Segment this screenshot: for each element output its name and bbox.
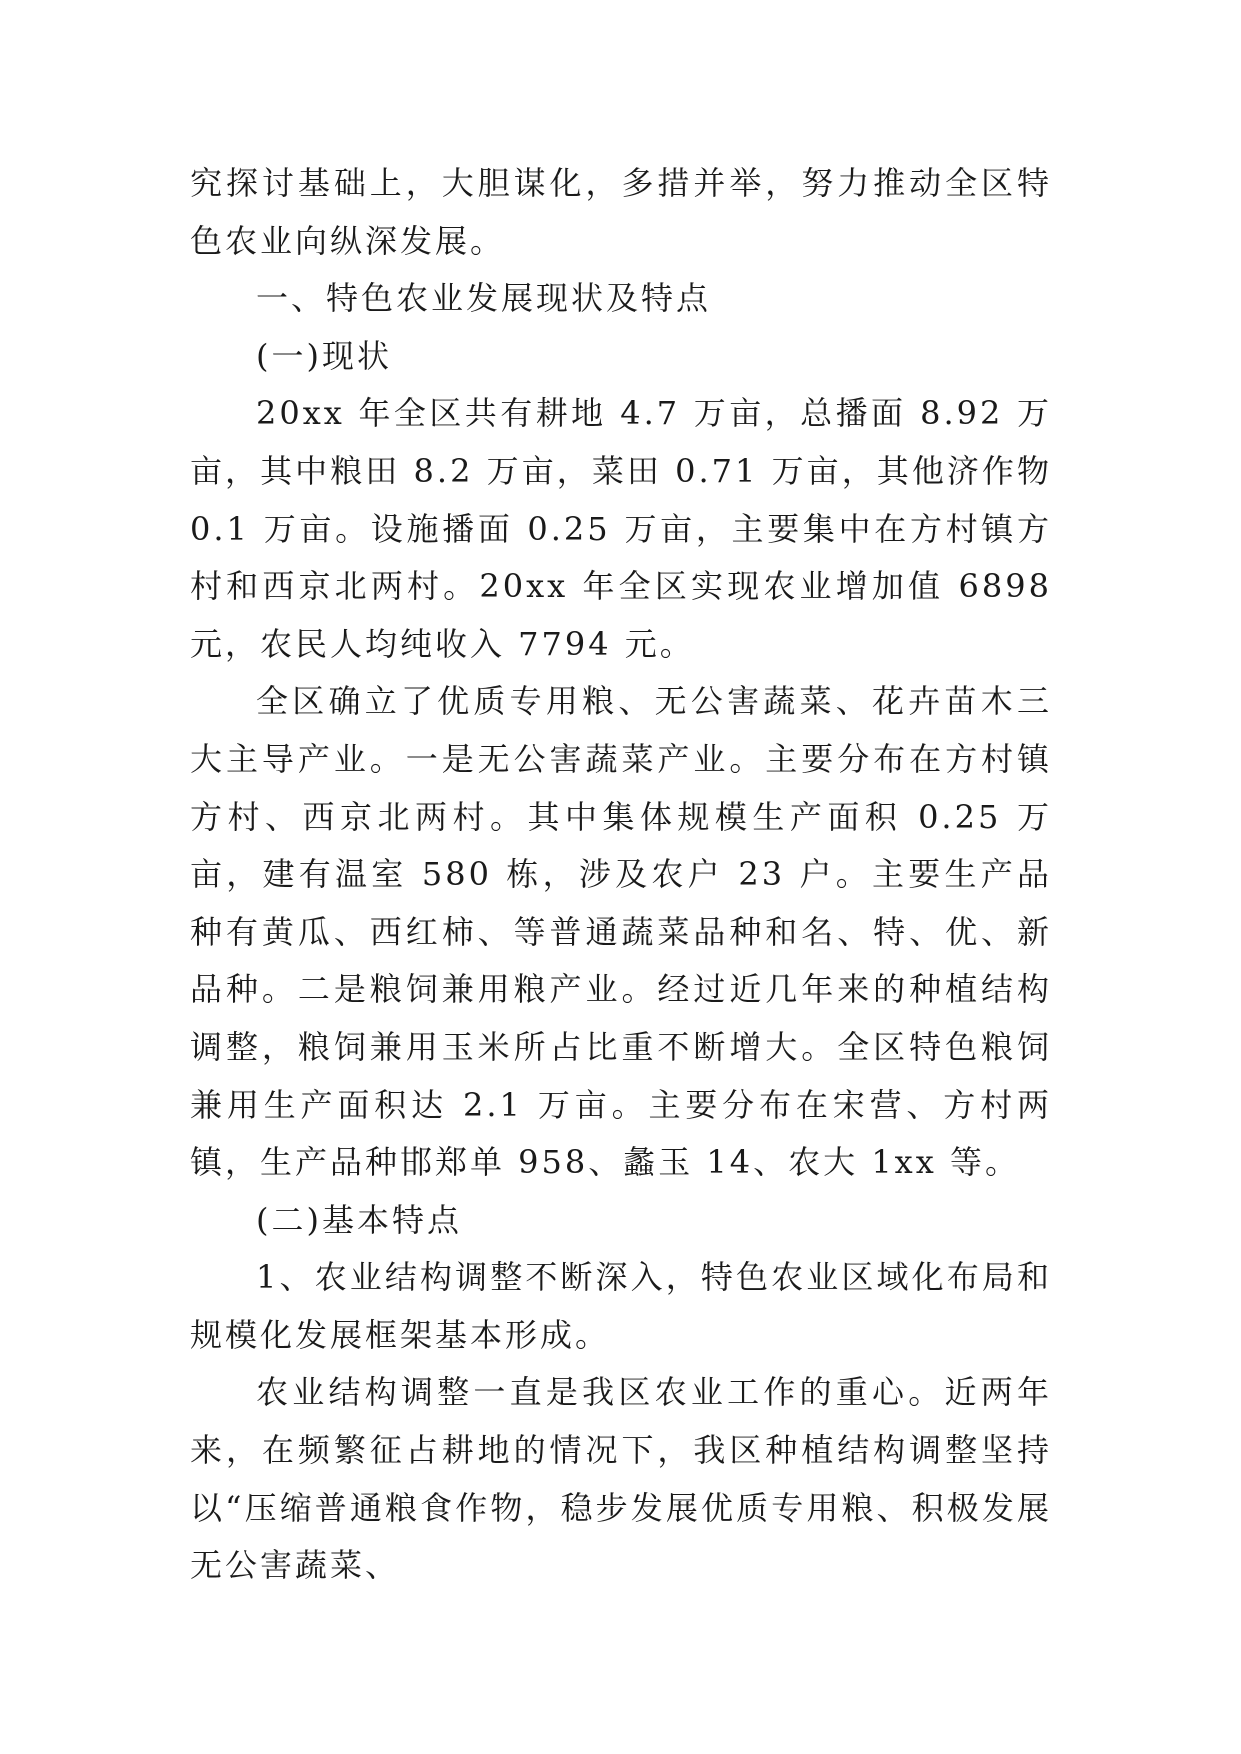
paragraph-land-statistics: 20xx 年全区共有耕地 4.7 万亩，总播面 8.92 万亩，其中粮田 8.2 万亩，菜田 0.71 万亩，其他济作物 0.1 万亩。设施播面 0.25 万亩，主要集中在方村镇方村和西京北两村。20xx 年全区实现农业增加值 6898 元，农民人均纯收入 7794 元。 (190, 394, 1052, 663)
subsection-heading-status: (一)现状 (256, 336, 392, 375)
feature-item-1: 1、农业结构调整不断深入，特色农业区域化布局和规模化发展框架基本形成。 (190, 1258, 1052, 1354)
subsection-heading-features: (二)基本特点 (256, 1200, 462, 1239)
paragraph-leading-industries: 全区确立了优质专用粮、无公害蔬菜、花卉苗木三大主导产业。一是无公害蔬菜产业。主要分布在方村镇方村、西京北两村。其中集体规模生产面积 0.25 万亩，建有温室 580 栋，涉及农户 23 户。主要生产品种有黄瓜、西红柿、等普通蔬菜品种和名、特、优、新品种。二是粮饲兼用粮产业。经过近几年来的种植结构调整，粮饲兼用玉米所占比重不断增大。全区特色粮饲兼用生产面积达 2.1 万亩。主要分布在宋营、方村两镇，生产品种邯郑单 958、蠡玉 14、农大 1xx 等。 (190, 682, 1052, 1182)
paragraph-continuation: 究探讨基础上，大胆谋化，多措并举，努力推动全区特色农业向纵深发展。 (190, 164, 1052, 260)
document-body (190, 155, 1052, 1595)
section-heading: 一、特色农业发展现状及特点 (256, 279, 712, 318)
paragraph-structure-adjustment: 农业结构调整一直是我区农业工作的重心。近两年来，在频繁征占耕地的情况下，我区种植结构调整坚持以“压缩普通粮食作物，稳步发展优质专用粮、积极发展无公害蔬菜、 (190, 1373, 1052, 1585)
